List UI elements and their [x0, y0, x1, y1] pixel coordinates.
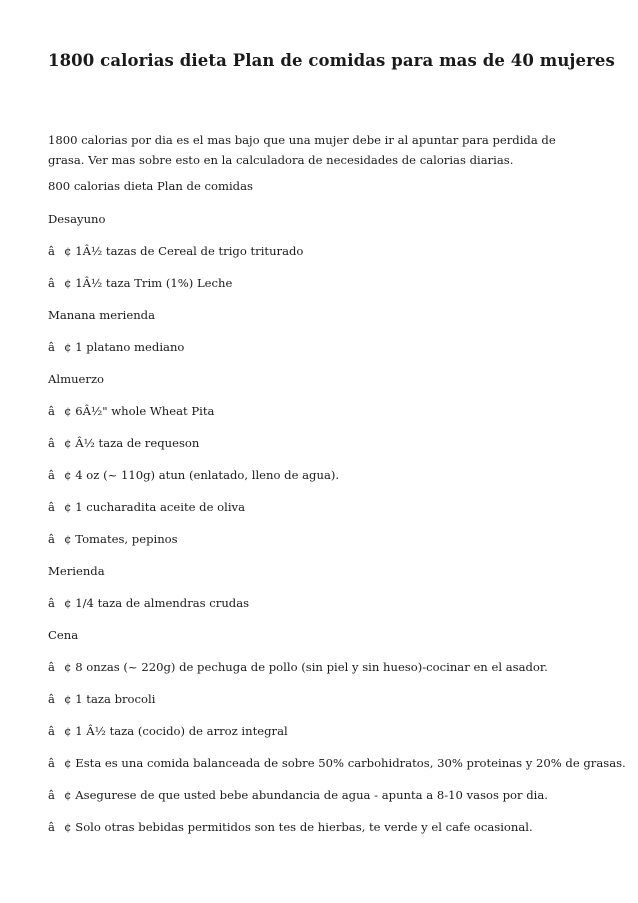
note-item: â¢ Asegurese de que usted bebe abundancia de agua - apunta a 8-10 vasos por dia.	[48, 788, 548, 802]
list-item: â¢ 1 cucharadita aceite de oliva	[48, 500, 245, 514]
section-heading-cena: Cena	[48, 628, 79, 642]
intro-paragraph: 1800 calorias por dia es el mas bajo que una mujer debe ir al apuntar para perdida de grasa. Ver mas sobre esto en la calculadora de necesidades de calorias diarias.	[48, 133, 556, 167]
list-item: â¢ 4 oz (~ 110g) atun (enlatado, lleno de agua).	[48, 468, 340, 482]
section-heading-almuerzo: Almuerzo	[48, 372, 105, 386]
list-item: â¢ 6Â½" whole Wheat Pita	[48, 404, 215, 418]
list-item: â¢ 1Â½ tazas de Cereal de trigo triturado	[48, 244, 304, 258]
section-heading-desayuno: Desayuno	[48, 212, 106, 226]
list-item: â¢ 1 Â½ taza (cocido) de arroz integral	[48, 724, 288, 738]
list-item: â¢ Â½ taza de requeson	[48, 436, 200, 450]
note-item: â¢ Solo otras bebidas permitidos son tes de hierbas, te verde y el cafe ocasional.	[48, 820, 533, 834]
list-item: â¢ 1Â½ taza Trim (1%) Leche	[48, 276, 233, 290]
list-item: â¢ 1 platano mediano	[48, 340, 185, 354]
plan-heading: 800 calorias dieta Plan de comidas	[48, 179, 253, 193]
section-heading-merienda: Merienda	[48, 564, 105, 578]
list-item: â¢ Tomates, pepinos	[48, 532, 178, 546]
list-item: â¢ 1 taza brocoli	[48, 692, 156, 706]
document-title: 1800 calorias dieta Plan de comidas para mas de 40 mujeres	[48, 51, 615, 70]
list-item: â¢ 8 onzas (~ 220g) de pechuga de pollo (sin piel y sin hueso)-cocinar en el asador.	[48, 660, 548, 674]
note-item: â¢ Esta es una comida balanceada de sobre 50% carbohidratos, 30% proteinas y 20% de grasas.	[48, 756, 626, 770]
section-heading-manana-merienda: Manana merienda	[48, 308, 155, 322]
list-item: â¢ 1/4 taza de almendras crudas	[48, 596, 250, 610]
